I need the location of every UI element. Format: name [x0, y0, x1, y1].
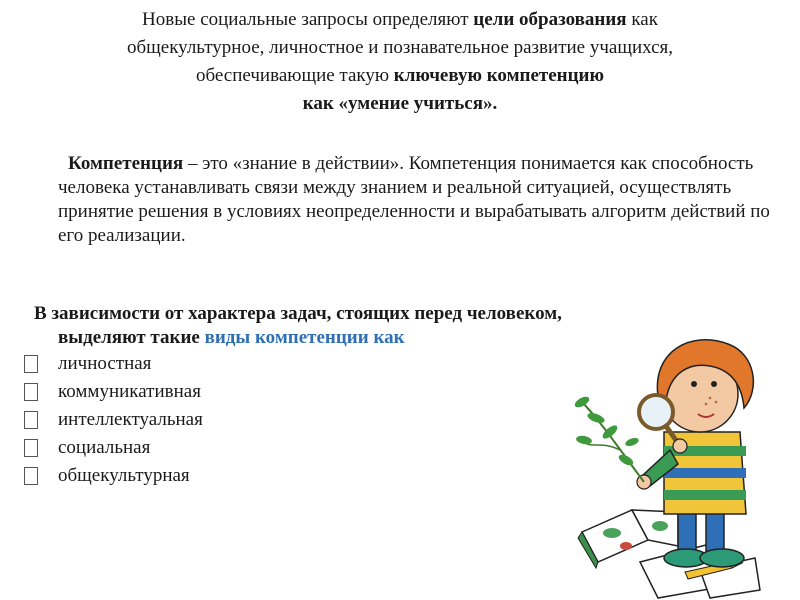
heading-emphasis-goals: цели образования [473, 9, 627, 30]
types-intro-line-2: выделяют такие виды компетенции как [58, 327, 405, 348]
heading-line-1: Новые социальные запросы определяют цели образования как [142, 9, 658, 30]
heading-line-2: общекультурное, личностное и познавательное развитие учащихся, [126, 37, 674, 58]
types-intro-accent: виды компетенции как [204, 327, 405, 348]
list-item: коммуникативная [24, 378, 203, 406]
definition-text: – это «знание в действии». Компетенция понимается как способность человека устанавливать связи между знанием и реальной ситуацией, осуществлять принятие решения в условиях неопределенности и вырабатывать алгоритм действий по его реализации. [58, 153, 770, 246]
missing-glyph-bullet-icon [24, 383, 38, 401]
heading-emphasis-key-competence: ключевую компетенцию [393, 65, 605, 86]
heading-line-3: обеспечивающие такую ключевую компетенцию [195, 65, 605, 86]
list-item: интеллектуальная [24, 406, 203, 434]
child-with-magnifier-and-plant-clipart-icon [560, 300, 800, 600]
heading-line-4: как «умение учиться». [302, 93, 498, 114]
list-item: социальная [24, 434, 203, 462]
missing-glyph-bullet-icon [24, 355, 38, 373]
missing-glyph-bullet-icon [24, 467, 38, 485]
missing-glyph-bullet-icon [24, 439, 38, 457]
competence-types-list [24, 350, 203, 490]
list-item: личностная [24, 350, 203, 378]
slide-heading [20, 6, 780, 118]
definition-term: Компетенция [68, 153, 184, 174]
types-intro-line-1: В зависимости от характера задач, стоящих перед человеком, [34, 303, 562, 324]
missing-glyph-bullet-icon [24, 411, 38, 429]
list-item: общекультурная [24, 462, 203, 490]
competence-definition [58, 152, 788, 248]
